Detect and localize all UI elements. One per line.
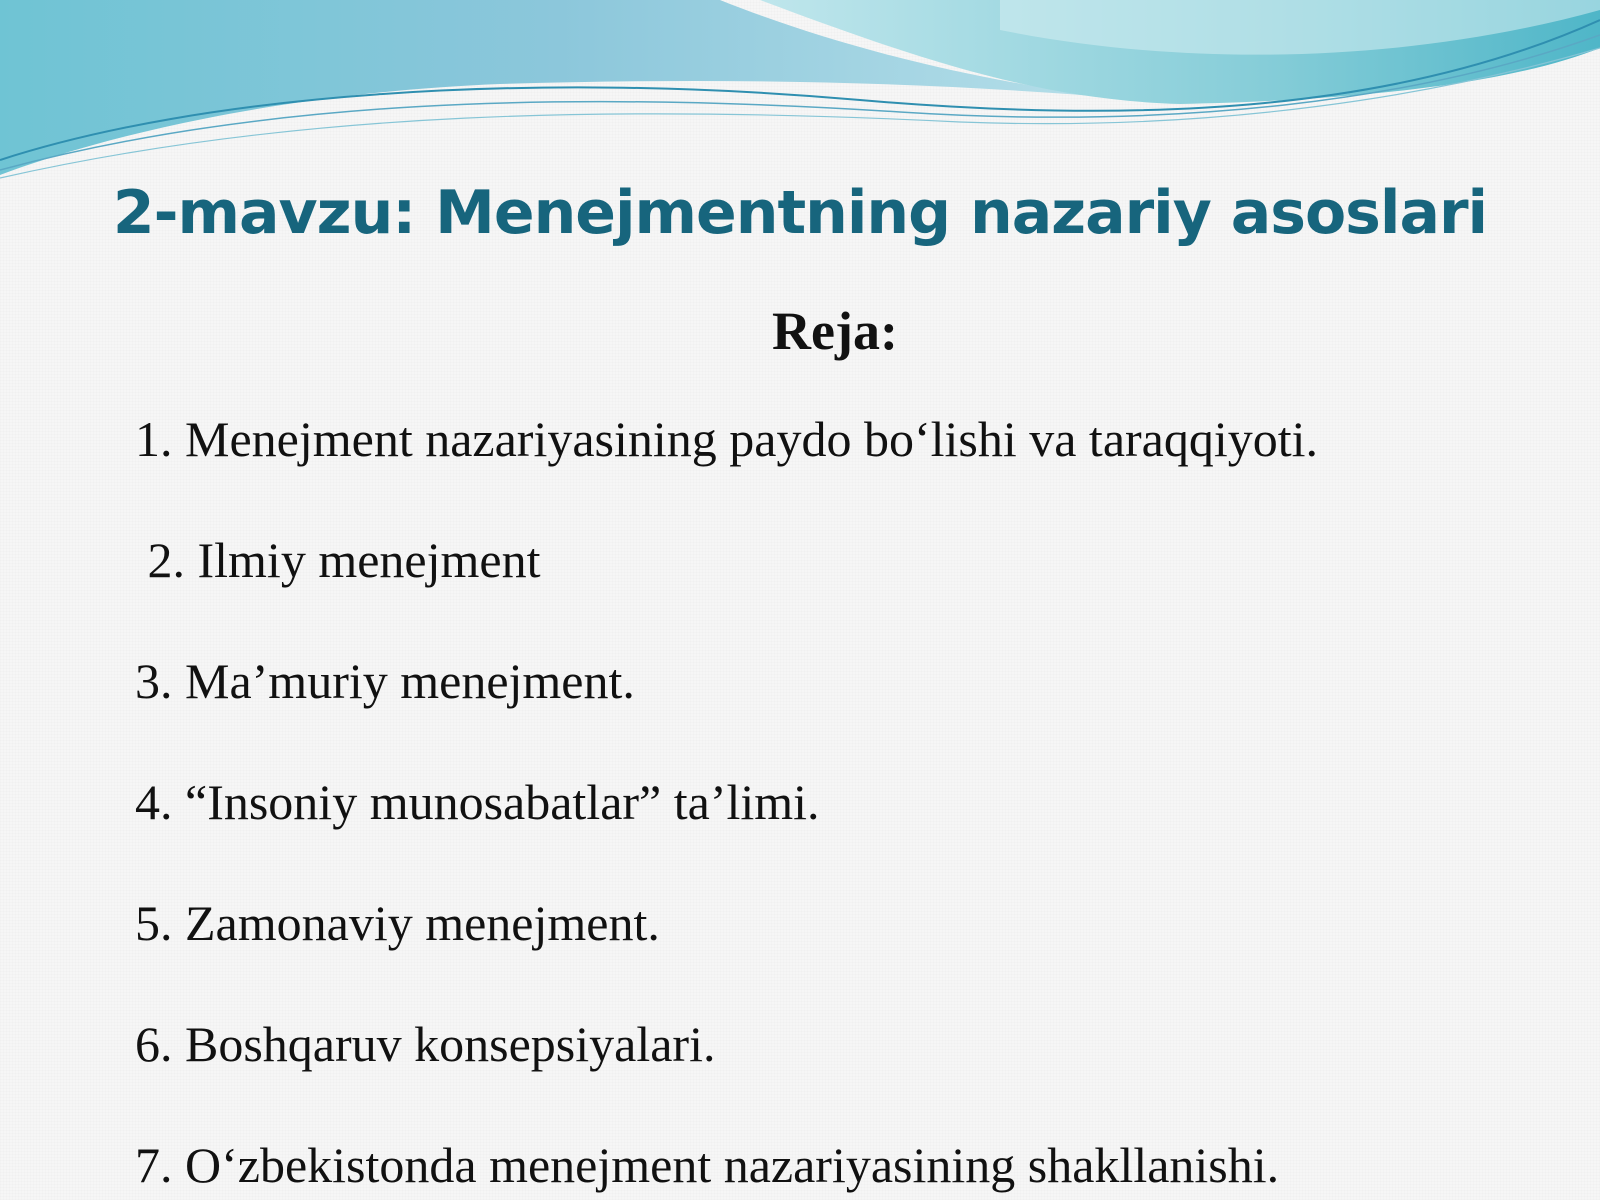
decorative-wave-header: [0, 0, 1600, 200]
plan-list: [135, 408, 1575, 1200]
plan-item: 7. O‘zbekistonda menejment nazariyasining shakllanishi.: [135, 1137, 1280, 1193]
slide-title: 2-mavzu: Menejmentning nazariy asoslari: [112, 178, 1488, 248]
plan-item: 4. “Insoniy munosabatlar” ta’limi.: [135, 774, 820, 830]
plan-item: 5. Zamonaviy menejment.: [135, 895, 660, 951]
plan-item: 6. Boshqaruv konsepsiyalari.: [135, 1016, 716, 1072]
plan-item: 3. Ma’muriy menejment.: [135, 653, 635, 709]
plan-item: 1. Menejment nazariyasining paydo bo‘lishi va taraqqiyoti.: [135, 411, 1319, 467]
plan-item: 2. Ilmiy menejment: [135, 532, 541, 588]
plan-heading: Reja:: [772, 301, 898, 361]
